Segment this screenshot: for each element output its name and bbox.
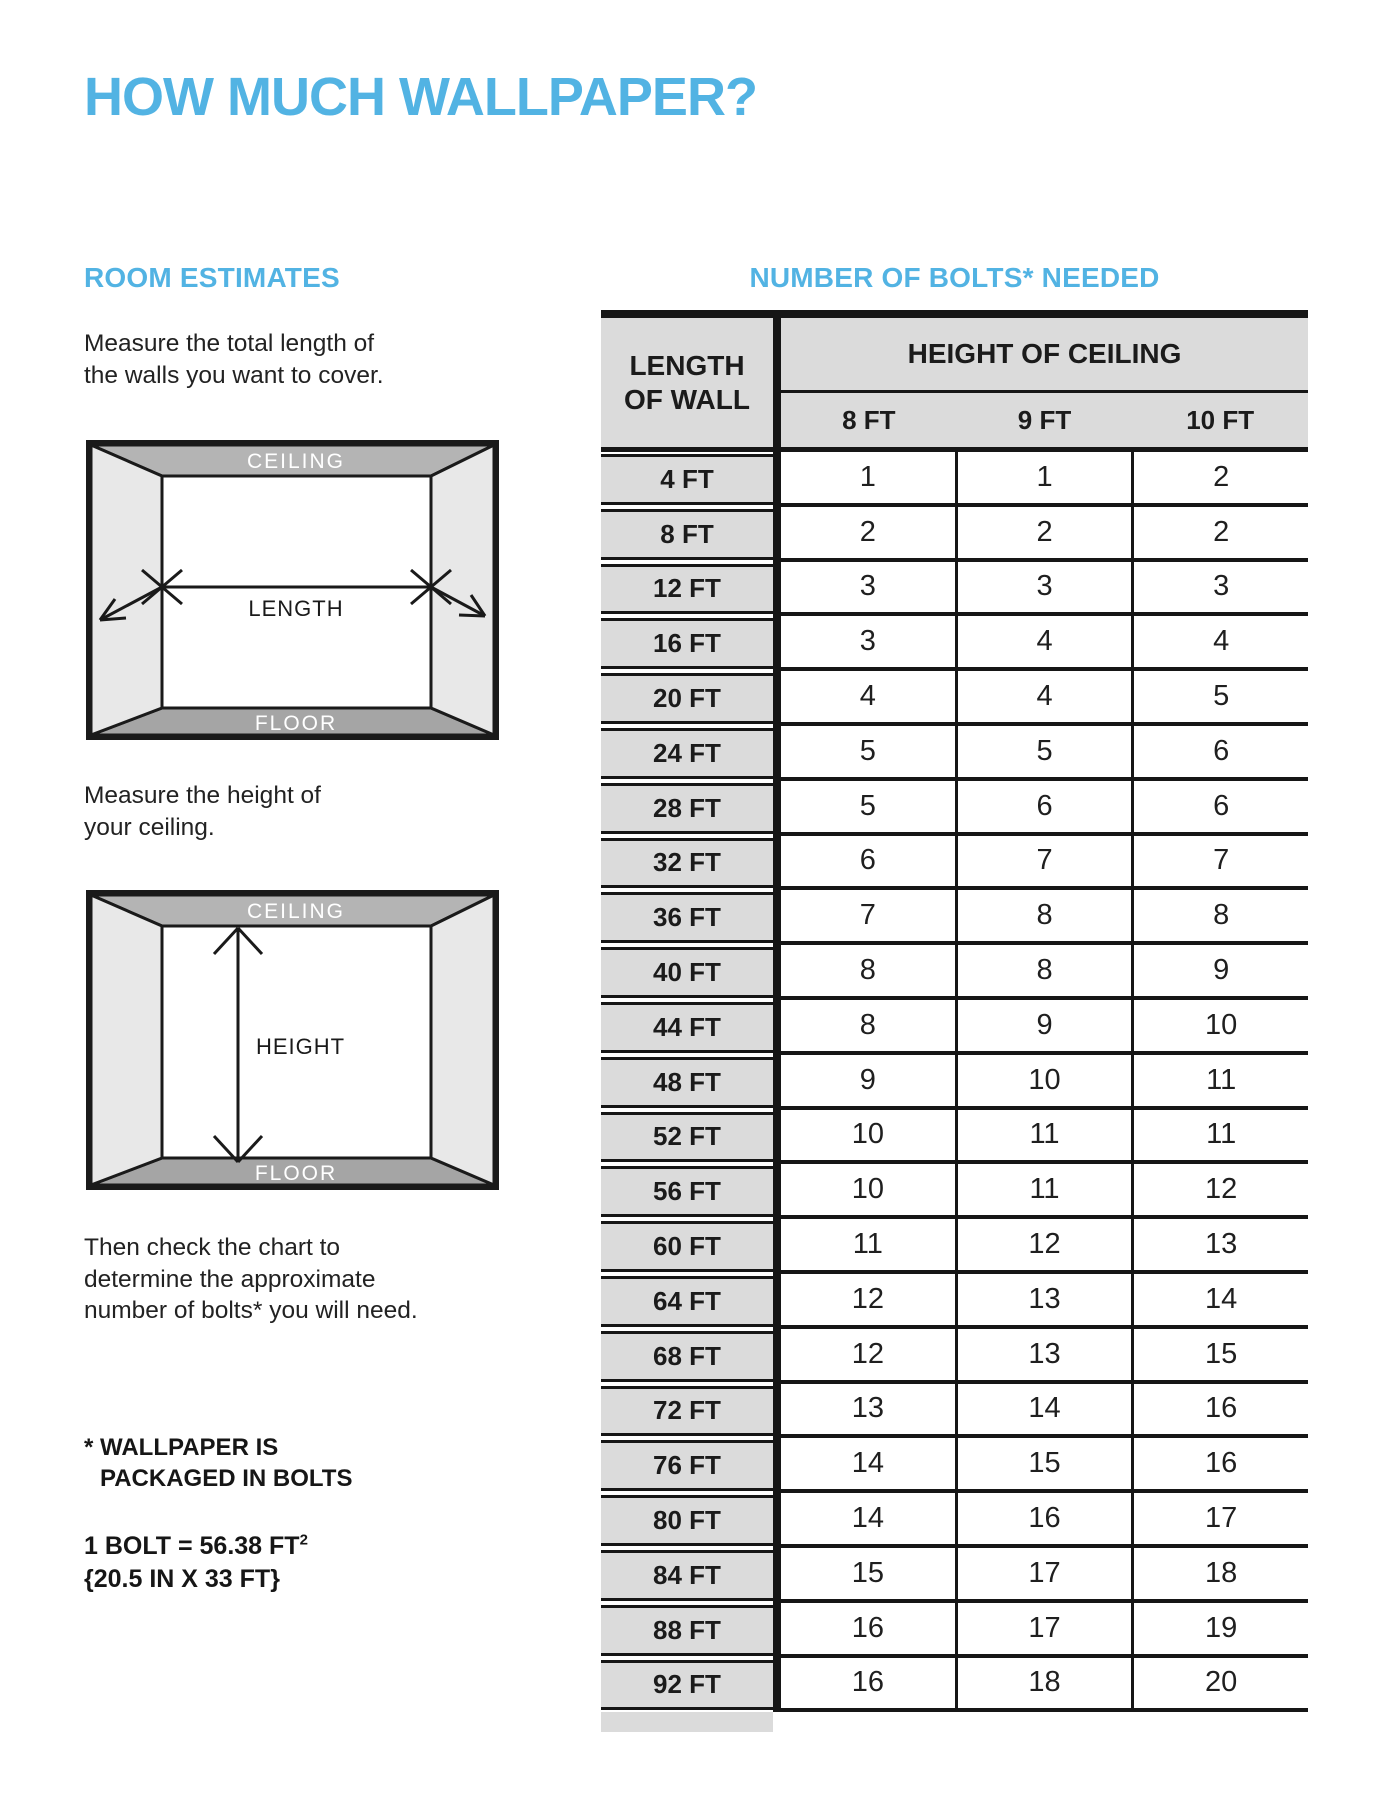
- cell-10ft: 2: [1134, 452, 1308, 507]
- table-vertical-separator: [773, 1274, 781, 1329]
- cell-10ft: 16: [1134, 1438, 1308, 1493]
- cell-8ft: 8: [781, 1000, 958, 1055]
- cell-9ft: 11: [958, 1164, 1135, 1219]
- table-row: [601, 836, 1308, 891]
- cell-9ft: 15: [958, 1438, 1135, 1493]
- cell-9ft: 4: [958, 616, 1135, 671]
- table-vertical-separator: [773, 507, 781, 562]
- cell-9ft: 17: [958, 1603, 1135, 1658]
- table-row: [601, 562, 1308, 617]
- row-label: 16 FT: [601, 616, 773, 671]
- cell-9ft: 7: [958, 836, 1135, 891]
- table-vertical-separator: [773, 1000, 781, 1055]
- table-row: [601, 1548, 1308, 1603]
- table-vertical-separator: [773, 890, 781, 945]
- table-vertical-separator: [773, 1603, 781, 1658]
- cell-8ft: 14: [781, 1493, 958, 1548]
- left-wall-face: [91, 895, 162, 1185]
- cell-9ft: 13: [958, 1329, 1135, 1384]
- cell-8ft: 1: [781, 452, 958, 507]
- row-label: 44 FT: [601, 1000, 773, 1055]
- cell-9ft: 12: [958, 1219, 1135, 1274]
- table-vertical-separator: [773, 318, 781, 452]
- row-label: 60 FT: [601, 1219, 773, 1274]
- cell-10ft: 11: [1134, 1055, 1308, 1110]
- cell-10ft: 11: [1134, 1110, 1308, 1165]
- cell-9ft: 8: [958, 945, 1135, 1000]
- height-paragraph: [84, 780, 321, 843]
- intro-line-1: Measure the total length of: [84, 330, 375, 357]
- table-row: [601, 1164, 1308, 1219]
- table-row: [601, 1438, 1308, 1493]
- floor-label: FLOOR: [254, 712, 338, 735]
- cell-9ft: 4: [958, 671, 1135, 726]
- row-label: 36 FT: [601, 890, 773, 945]
- cell-8ft: 6: [781, 836, 958, 891]
- cell-8ft: 13: [781, 1384, 958, 1439]
- table-row: [601, 1384, 1308, 1439]
- footnote-line-1: * WALLPAPER IS: [84, 1434, 279, 1461]
- height-of-ceiling-header: HEIGHT OF CEILING: [781, 318, 1308, 393]
- intro-paragraph: [84, 328, 384, 391]
- length-label: LENGTH: [248, 596, 344, 621]
- cell-10ft: 19: [1134, 1603, 1308, 1658]
- intro-line-2: the walls you want to cover.: [84, 361, 384, 389]
- cell-9ft: 16: [958, 1493, 1135, 1548]
- cell-8ft: 10: [781, 1110, 958, 1165]
- column-header-9ft: 9 FT: [1017, 404, 1072, 435]
- table-row: [601, 726, 1308, 781]
- table-vertical-separator: [773, 726, 781, 781]
- table-header: [601, 318, 1308, 452]
- cell-9ft: 11: [958, 1110, 1135, 1165]
- table-row: [601, 945, 1308, 1000]
- row-label: 24 FT: [601, 726, 773, 781]
- footnote-line-2: PACKAGED IN BOLTS: [100, 1465, 353, 1492]
- row-label: 88 FT: [601, 1603, 773, 1658]
- cell-8ft: 12: [781, 1329, 958, 1384]
- table-vertical-separator: [773, 781, 781, 836]
- bolt-spec: [84, 1530, 308, 1596]
- length-of-wall-line-1: LENGTH: [629, 349, 745, 381]
- bolts-needed-heading: NUMBER OF BOLTS* NEEDED: [749, 262, 1160, 293]
- table-vertical-separator: [773, 452, 781, 507]
- row-label: 40 FT: [601, 945, 773, 1000]
- table-vertical-separator: [773, 1164, 781, 1219]
- cell-10ft: 9: [1134, 945, 1308, 1000]
- cell-9ft: 18: [958, 1658, 1135, 1713]
- chart-note-line-2: determine the approximate: [84, 1265, 376, 1293]
- table-vertical-separator: [773, 1493, 781, 1548]
- bolt-spec-line-2: {20.5 IN X 33 FT}: [84, 1565, 280, 1593]
- table-vertical-separator: [773, 1219, 781, 1274]
- bolts-table: [601, 310, 1308, 1732]
- table-vertical-separator: [773, 1329, 781, 1384]
- cell-10ft: 3: [1134, 562, 1308, 617]
- cell-10ft: 16: [1134, 1384, 1308, 1439]
- bolt-spec-exponent: 2: [299, 1531, 308, 1549]
- row-label: 68 FT: [601, 1329, 773, 1384]
- table-row: [601, 452, 1308, 507]
- cell-9ft: 8: [958, 890, 1135, 945]
- cell-8ft: 3: [781, 616, 958, 671]
- ceiling-label: CEILING: [246, 450, 346, 473]
- table-vertical-separator: [773, 1438, 781, 1493]
- cell-9ft: 9: [958, 1000, 1135, 1055]
- cell-8ft: 11: [781, 1219, 958, 1274]
- column-header-8ft: 8 FT: [842, 404, 896, 435]
- table-vertical-separator: [773, 1384, 781, 1439]
- table-vertical-separator: [773, 945, 781, 1000]
- row-label: 20 FT: [601, 671, 773, 726]
- cell-8ft: 14: [781, 1438, 958, 1493]
- table-vertical-separator: [773, 836, 781, 891]
- table-row: [601, 1329, 1308, 1384]
- table-row: [601, 1493, 1308, 1548]
- chart-note-line-1: Then check the chart to: [84, 1234, 341, 1261]
- table-row: [601, 1658, 1308, 1713]
- length-of-wall-header: [601, 318, 773, 452]
- cell-10ft: 10: [1134, 1000, 1308, 1055]
- right-wall-face: [431, 445, 494, 735]
- cell-8ft: 7: [781, 890, 958, 945]
- cell-8ft: 2: [781, 507, 958, 562]
- column-header-10ft: 10 FT: [1186, 404, 1255, 435]
- cell-10ft: 6: [1134, 726, 1308, 781]
- table-vertical-separator: [773, 1658, 781, 1713]
- row-label: 48 FT: [601, 1055, 773, 1110]
- table-row: [601, 671, 1308, 726]
- cell-10ft: 6: [1134, 781, 1308, 836]
- table-row: [601, 1274, 1308, 1329]
- row-label: 12 FT: [601, 562, 773, 617]
- cell-10ft: 7: [1134, 836, 1308, 891]
- row-label: 80 FT: [601, 1493, 773, 1548]
- row-label: 52 FT: [601, 1110, 773, 1165]
- cell-8ft: 5: [781, 726, 958, 781]
- left-wall-face: [91, 445, 162, 735]
- page-title: HOW MUCH WALLPAPER?: [84, 67, 757, 127]
- cell-9ft: 13: [958, 1274, 1135, 1329]
- table-vertical-separator: [773, 1548, 781, 1603]
- table-bottom-strip: [601, 1712, 773, 1732]
- bolts-footnote: [84, 1432, 352, 1494]
- cell-8ft: 5: [781, 781, 958, 836]
- cell-9ft: 17: [958, 1548, 1135, 1603]
- bolt-spec-line-1: 1 BOLT = 56.38 $FT^2$: [84, 1531, 308, 1560]
- row-label: 4 FT: [601, 452, 773, 507]
- cell-9ft: 14: [958, 1384, 1135, 1439]
- cell-8ft: 3: [781, 562, 958, 617]
- table-row: [601, 1110, 1308, 1165]
- row-label: 92 FT: [601, 1658, 773, 1713]
- cell-9ft: 6: [958, 781, 1135, 836]
- table-row: [601, 1219, 1308, 1274]
- cell-10ft: 8: [1134, 890, 1308, 945]
- row-label: 72 FT: [601, 1384, 773, 1439]
- table-vertical-separator: [773, 671, 781, 726]
- chart-note-paragraph: [84, 1232, 418, 1327]
- cell-8ft: 4: [781, 671, 958, 726]
- cell-10ft: 17: [1134, 1493, 1308, 1548]
- table-vertical-separator: [773, 562, 781, 617]
- table-row: [601, 1055, 1308, 1110]
- cell-8ft: 10: [781, 1164, 958, 1219]
- cell-10ft: 5: [1134, 671, 1308, 726]
- floor-label: FLOOR: [254, 1162, 338, 1185]
- table-row: [601, 616, 1308, 671]
- cell-10ft: 20: [1134, 1658, 1308, 1713]
- room-estimates-heading: ROOM ESTIMATES: [84, 262, 340, 293]
- column-header-row: [781, 393, 1308, 452]
- table-row: [601, 507, 1308, 562]
- cell-9ft: 2: [958, 507, 1135, 562]
- cell-8ft: 16: [781, 1658, 958, 1713]
- cell-10ft: 2: [1134, 507, 1308, 562]
- table-top-border: [601, 310, 1308, 318]
- cell-9ft: 10: [958, 1055, 1135, 1110]
- row-label: 64 FT: [601, 1274, 773, 1329]
- cell-9ft: 3: [958, 562, 1135, 617]
- table-row: [601, 1000, 1308, 1055]
- cell-10ft: 12: [1134, 1164, 1308, 1219]
- table-row: [601, 1603, 1308, 1658]
- cell-10ft: 14: [1134, 1274, 1308, 1329]
- row-label: 76 FT: [601, 1438, 773, 1493]
- height-label: HEIGHT: [256, 1034, 346, 1059]
- cell-8ft: 16: [781, 1603, 958, 1658]
- cell-8ft: 8: [781, 945, 958, 1000]
- height-line-1: Measure the height of: [84, 782, 321, 809]
- ceiling-header-group: [781, 318, 1308, 452]
- row-label: 28 FT: [601, 781, 773, 836]
- height-diagram: [86, 890, 499, 1190]
- row-label: 8 FT: [601, 507, 773, 562]
- cell-10ft: 4: [1134, 616, 1308, 671]
- ceiling-label: CEILING: [246, 900, 346, 923]
- row-label: 32 FT: [601, 836, 773, 891]
- length-of-wall-line-2: OF WALL: [624, 383, 750, 415]
- height-line-2: your ceiling.: [84, 813, 215, 841]
- cell-8ft: 9: [781, 1055, 958, 1110]
- right-wall-face: [431, 895, 494, 1185]
- table-body: [601, 452, 1308, 1712]
- table-row: [601, 890, 1308, 945]
- row-label: 84 FT: [601, 1548, 773, 1603]
- cell-10ft: 13: [1134, 1219, 1308, 1274]
- back-wall-face: [162, 476, 431, 708]
- table-row: [601, 781, 1308, 836]
- cell-8ft: 15: [781, 1548, 958, 1603]
- chart-note-line-3: number of bolts* you will need.: [84, 1297, 418, 1324]
- row-label: 56 FT: [601, 1164, 773, 1219]
- table-vertical-separator: [773, 1055, 781, 1110]
- length-diagram: [86, 440, 499, 740]
- cell-10ft: 18: [1134, 1548, 1308, 1603]
- table-vertical-separator: [773, 1110, 781, 1165]
- cell-10ft: 15: [1134, 1329, 1308, 1384]
- table-vertical-separator: [773, 616, 781, 671]
- cell-8ft: 12: [781, 1274, 958, 1329]
- cell-9ft: 1: [958, 452, 1135, 507]
- cell-9ft: 5: [958, 726, 1135, 781]
